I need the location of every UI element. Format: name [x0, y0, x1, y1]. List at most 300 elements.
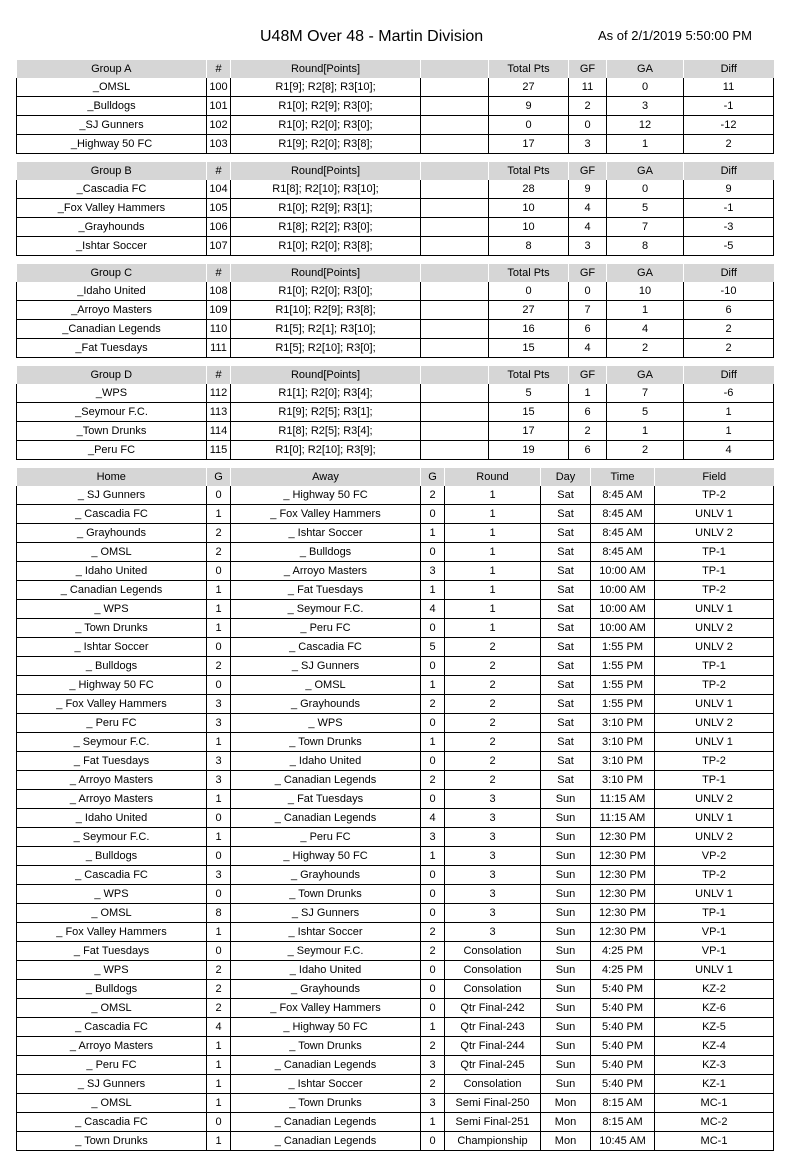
cell-home: _ Canadian Legends [17, 581, 207, 600]
cell-time: 11:15 AM [591, 790, 655, 809]
cell-num: 111 [207, 339, 231, 358]
cell-rounds: R1[9]; R2[8]; R3[10]; [231, 78, 421, 97]
cell-blank [421, 135, 489, 154]
cell-round: 2 [445, 638, 541, 657]
cell-home: _ Cascadia FC [17, 505, 207, 524]
cell-blank [421, 199, 489, 218]
cell-time: 10:00 AM [591, 600, 655, 619]
column-header-rounds: Round[Points] [231, 60, 421, 78]
game-row [17, 600, 774, 619]
cell-field: TP-1 [655, 543, 774, 562]
cell-total: 17 [489, 422, 569, 441]
cell-home: _ Highway 50 FC [17, 676, 207, 695]
cell-round: 2 [445, 676, 541, 695]
cell-ga: 3 [607, 97, 684, 116]
cell-time: 10:00 AM [591, 619, 655, 638]
cell-away: _ WPS [231, 714, 421, 733]
standings-row [17, 218, 774, 237]
game-row [17, 695, 774, 714]
cell-gf: 6 [569, 403, 607, 422]
cell-team: _Seymour F.C. [17, 403, 207, 422]
column-header-blank [421, 264, 489, 282]
cell-away: _ Fox Valley Hammers [231, 999, 421, 1018]
cell-field: MC-1 [655, 1132, 774, 1151]
cell-blank [421, 320, 489, 339]
standings-row [17, 320, 774, 339]
cell-total: 8 [489, 237, 569, 256]
column-header-gf: GF [569, 366, 607, 384]
cell-ag: 1 [421, 676, 445, 695]
cell-day: Sat [541, 657, 591, 676]
cell-rounds: R1[5]; R2[10]; R3[0]; [231, 339, 421, 358]
cell-hg: 2 [207, 980, 231, 999]
cell-round: Qtr Final-242 [445, 999, 541, 1018]
cell-home: _ Fox Valley Hammers [17, 695, 207, 714]
standings-row [17, 441, 774, 460]
cell-time: 5:40 PM [591, 1037, 655, 1056]
cell-team: _OMSL [17, 78, 207, 97]
cell-ag: 1 [421, 1113, 445, 1132]
column-header-num: # [207, 366, 231, 384]
cell-hg: 3 [207, 771, 231, 790]
cell-rounds: R1[8]; R2[5]; R3[4]; [231, 422, 421, 441]
cell-ag: 0 [421, 714, 445, 733]
game-row [17, 961, 774, 980]
column-header-away: Away [231, 468, 421, 486]
cell-hg: 0 [207, 486, 231, 505]
cell-home: _ Fat Tuesdays [17, 752, 207, 771]
column-header-home: Home [17, 468, 207, 486]
cell-total: 0 [489, 282, 569, 301]
cell-team: _Ishtar Soccer [17, 237, 207, 256]
cell-hg: 1 [207, 1075, 231, 1094]
cell-hg: 1 [207, 1094, 231, 1113]
cell-round: 2 [445, 714, 541, 733]
cell-away: _ SJ Gunners [231, 904, 421, 923]
cell-hg: 0 [207, 638, 231, 657]
cell-day: Sat [541, 771, 591, 790]
cell-total: 9 [489, 97, 569, 116]
cell-diff: 2 [684, 339, 774, 358]
cell-num: 115 [207, 441, 231, 460]
page-title: U48M Over 48 - Martin Division [260, 28, 484, 45]
cell-home: _ Town Drunks [17, 1132, 207, 1151]
cell-ga: 7 [607, 384, 684, 403]
cell-diff: 6 [684, 301, 774, 320]
cell-round: 1 [445, 543, 541, 562]
cell-rounds: R1[0]; R2[10]; R3[9]; [231, 441, 421, 460]
column-header-ga: GA [607, 60, 684, 78]
cell-hg: 2 [207, 657, 231, 676]
group-name: Group B [17, 162, 207, 180]
cell-field: KZ-6 [655, 999, 774, 1018]
cell-field: MC-1 [655, 1094, 774, 1113]
cell-team: _Arroyo Masters [17, 301, 207, 320]
cell-day: Sat [541, 562, 591, 581]
cell-team: _SJ Gunners [17, 116, 207, 135]
cell-day: Sat [541, 486, 591, 505]
cell-ga: 2 [607, 441, 684, 460]
cell-diff: -12 [684, 116, 774, 135]
game-row [17, 999, 774, 1018]
cell-blank [421, 218, 489, 237]
cell-field: TP-2 [655, 866, 774, 885]
game-row [17, 771, 774, 790]
standings-row [17, 199, 774, 218]
cell-rounds: R1[5]; R2[1]; R3[10]; [231, 320, 421, 339]
cell-home: _ Fat Tuesdays [17, 942, 207, 961]
cell-day: Sun [541, 809, 591, 828]
group-name: Group D [17, 366, 207, 384]
game-row [17, 1094, 774, 1113]
group-header-row [17, 60, 774, 78]
column-header-num: # [207, 60, 231, 78]
game-row [17, 809, 774, 828]
cell-away: _ Canadian Legends [231, 1113, 421, 1132]
cell-ag: 1 [421, 847, 445, 866]
cell-away: _ Highway 50 FC [231, 486, 421, 505]
cell-home: _ WPS [17, 961, 207, 980]
cell-away: _ Fat Tuesdays [231, 581, 421, 600]
cell-hg: 1 [207, 505, 231, 524]
cell-total: 0 [489, 116, 569, 135]
cell-ag: 3 [421, 828, 445, 847]
cell-away: _ Town Drunks [231, 1037, 421, 1056]
cell-day: Sat [541, 695, 591, 714]
cell-hg: 0 [207, 885, 231, 904]
column-header-field: Field [655, 468, 774, 486]
cell-hg: 1 [207, 923, 231, 942]
cell-day: Sun [541, 980, 591, 999]
cell-diff: 9 [684, 180, 774, 199]
cell-rounds: R1[0]; R2[9]; R3[1]; [231, 199, 421, 218]
cell-round: 1 [445, 505, 541, 524]
cell-round: Championship [445, 1132, 541, 1151]
cell-time: 1:55 PM [591, 657, 655, 676]
column-header-num: # [207, 264, 231, 282]
cell-ga: 12 [607, 116, 684, 135]
cell-blank [421, 237, 489, 256]
cell-home: _ Idaho United [17, 562, 207, 581]
cell-day: Mon [541, 1113, 591, 1132]
cell-team: _Fox Valley Hammers [17, 199, 207, 218]
cell-home: _ Bulldogs [17, 847, 207, 866]
cell-home: _ WPS [17, 600, 207, 619]
cell-round: 2 [445, 752, 541, 771]
cell-time: 3:10 PM [591, 771, 655, 790]
group-header-row [17, 366, 774, 384]
standings-row [17, 301, 774, 320]
game-row [17, 619, 774, 638]
cell-ag: 0 [421, 980, 445, 999]
cell-gf: 2 [569, 422, 607, 441]
game-row [17, 1132, 774, 1151]
cell-away: _ Highway 50 FC [231, 847, 421, 866]
cell-rounds: R1[1]; R2[0]; R3[4]; [231, 384, 421, 403]
cell-num: 105 [207, 199, 231, 218]
cell-hg: 1 [207, 581, 231, 600]
cell-day: Sun [541, 847, 591, 866]
cell-round: Qtr Final-245 [445, 1056, 541, 1075]
cell-team: _Fat Tuesdays [17, 339, 207, 358]
cell-hg: 2 [207, 524, 231, 543]
cell-gf: 4 [569, 218, 607, 237]
cell-gf: 7 [569, 301, 607, 320]
cell-home: _ Cascadia FC [17, 1018, 207, 1037]
cell-ag: 1 [421, 1018, 445, 1037]
cell-hg: 1 [207, 600, 231, 619]
cell-day: Sun [541, 790, 591, 809]
cell-round: 2 [445, 657, 541, 676]
cell-gf: 6 [569, 441, 607, 460]
cell-time: 5:40 PM [591, 980, 655, 999]
cell-home: _ WPS [17, 885, 207, 904]
cell-ag: 2 [421, 942, 445, 961]
cell-diff: -1 [684, 199, 774, 218]
standings-row [17, 339, 774, 358]
cell-away: _ Idaho United [231, 752, 421, 771]
cell-num: 100 [207, 78, 231, 97]
cell-time: 8:45 AM [591, 505, 655, 524]
cell-hg: 1 [207, 828, 231, 847]
group-table [16, 162, 774, 256]
cell-field: TP-1 [655, 562, 774, 581]
cell-time: 12:30 PM [591, 923, 655, 942]
cell-hg: 1 [207, 619, 231, 638]
cell-round: 2 [445, 771, 541, 790]
cell-round: 1 [445, 581, 541, 600]
cell-ag: 0 [421, 961, 445, 980]
cell-hg: 4 [207, 1018, 231, 1037]
column-header-ga: GA [607, 366, 684, 384]
cell-ag: 3 [421, 1094, 445, 1113]
column-header-total: Total Pts [489, 60, 569, 78]
cell-blank [421, 403, 489, 422]
cell-hg: 1 [207, 1132, 231, 1151]
standings-row [17, 180, 774, 199]
cell-gf: 6 [569, 320, 607, 339]
cell-round: 1 [445, 619, 541, 638]
cell-ga: 0 [607, 180, 684, 199]
cell-ag: 0 [421, 904, 445, 923]
game-row [17, 562, 774, 581]
game-row [17, 885, 774, 904]
as-of-timestamp: As of 2/1/2019 5:50:00 PM [598, 28, 752, 43]
column-header-round: Round [445, 468, 541, 486]
cell-ag: 2 [421, 1075, 445, 1094]
cell-away: _ Grayhounds [231, 980, 421, 999]
cell-away: _ Town Drunks [231, 885, 421, 904]
cell-day: Sat [541, 752, 591, 771]
cell-hg: 8 [207, 904, 231, 923]
column-header-time: Time [591, 468, 655, 486]
game-row [17, 790, 774, 809]
cell-time: 11:15 AM [591, 809, 655, 828]
cell-rounds: R1[10]; R2[9]; R3[8]; [231, 301, 421, 320]
cell-time: 8:45 AM [591, 486, 655, 505]
cell-rounds: R1[0]; R2[0]; R3[8]; [231, 237, 421, 256]
column-header-num: # [207, 162, 231, 180]
cell-hg: 3 [207, 714, 231, 733]
cell-away: _ Canadian Legends [231, 809, 421, 828]
group-name: Group C [17, 264, 207, 282]
cell-ga: 5 [607, 199, 684, 218]
cell-num: 114 [207, 422, 231, 441]
cell-ag: 4 [421, 600, 445, 619]
cell-field: UNLV 1 [655, 961, 774, 980]
cell-hg: 3 [207, 695, 231, 714]
standings-row [17, 384, 774, 403]
cell-away: _ Arroyo Masters [231, 562, 421, 581]
cell-field: KZ-4 [655, 1037, 774, 1056]
cell-gf: 2 [569, 97, 607, 116]
cell-away: _ Canadian Legends [231, 1056, 421, 1075]
group-table [16, 264, 774, 358]
cell-hg: 0 [207, 562, 231, 581]
cell-blank [421, 97, 489, 116]
game-row [17, 847, 774, 866]
cell-day: Sun [541, 1056, 591, 1075]
column-header-diff: Diff [684, 60, 774, 78]
standings-row [17, 116, 774, 135]
column-header-total: Total Pts [489, 366, 569, 384]
cell-diff: 2 [684, 135, 774, 154]
cell-round: Consolation [445, 942, 541, 961]
cell-num: 109 [207, 301, 231, 320]
cell-home: _ Idaho United [17, 809, 207, 828]
standings-row [17, 237, 774, 256]
game-row [17, 866, 774, 885]
cell-ag: 2 [421, 923, 445, 942]
cell-home: _ Seymour F.C. [17, 828, 207, 847]
cell-diff: 4 [684, 441, 774, 460]
cell-round: 3 [445, 923, 541, 942]
standings-row [17, 135, 774, 154]
standings-row [17, 282, 774, 301]
cell-gf: 4 [569, 339, 607, 358]
cell-hg: 0 [207, 942, 231, 961]
cell-team: _Grayhounds [17, 218, 207, 237]
cell-hg: 0 [207, 847, 231, 866]
group-header-row [17, 162, 774, 180]
cell-gf: 4 [569, 199, 607, 218]
cell-ag: 3 [421, 562, 445, 581]
cell-time: 10:00 AM [591, 562, 655, 581]
cell-field: VP-1 [655, 923, 774, 942]
cell-team: _Canadian Legends [17, 320, 207, 339]
cell-ga: 7 [607, 218, 684, 237]
cell-diff: 2 [684, 320, 774, 339]
cell-ag: 0 [421, 619, 445, 638]
cell-num: 108 [207, 282, 231, 301]
cell-ag: 0 [421, 657, 445, 676]
cell-round: Semi Final-250 [445, 1094, 541, 1113]
cell-day: Sun [541, 866, 591, 885]
cell-blank [421, 78, 489, 97]
cell-ag: 0 [421, 885, 445, 904]
cell-field: UNLV 1 [655, 733, 774, 752]
cell-diff: -3 [684, 218, 774, 237]
game-row [17, 904, 774, 923]
column-header-diff: Diff [684, 264, 774, 282]
group-name: Group A [17, 60, 207, 78]
game-row [17, 752, 774, 771]
cell-time: 12:30 PM [591, 885, 655, 904]
cell-day: Sat [541, 600, 591, 619]
cell-field: KZ-1 [655, 1075, 774, 1094]
column-header-blank [421, 366, 489, 384]
cell-away: _ Town Drunks [231, 733, 421, 752]
cell-home: _ Arroyo Masters [17, 1037, 207, 1056]
cell-away: _ Canadian Legends [231, 1132, 421, 1151]
cell-time: 8:45 AM [591, 543, 655, 562]
cell-blank [421, 422, 489, 441]
cell-ga: 8 [607, 237, 684, 256]
cell-ag: 0 [421, 1132, 445, 1151]
cell-day: Sun [541, 828, 591, 847]
cell-field: TP-1 [655, 657, 774, 676]
cell-gf: 3 [569, 135, 607, 154]
cell-round: 3 [445, 809, 541, 828]
cell-blank [421, 282, 489, 301]
cell-ag: 2 [421, 771, 445, 790]
cell-hg: 0 [207, 676, 231, 695]
group-header-row [17, 264, 774, 282]
cell-team: _Bulldogs [17, 97, 207, 116]
cell-home: _ Peru FC [17, 714, 207, 733]
cell-away: _ Cascadia FC [231, 638, 421, 657]
cell-field: UNLV 1 [655, 809, 774, 828]
cell-diff: -5 [684, 237, 774, 256]
cell-home: _ Arroyo Masters [17, 771, 207, 790]
cell-round: 1 [445, 524, 541, 543]
cell-total: 16 [489, 320, 569, 339]
cell-hg: 1 [207, 1037, 231, 1056]
cell-round: Consolation [445, 1075, 541, 1094]
standings-row [17, 422, 774, 441]
cell-field: UNLV 1 [655, 505, 774, 524]
cell-hg: 1 [207, 1056, 231, 1075]
cell-time: 3:10 PM [591, 714, 655, 733]
column-header-gf: GF [569, 60, 607, 78]
cell-num: 101 [207, 97, 231, 116]
cell-team: _Highway 50 FC [17, 135, 207, 154]
column-header-ga: GA [607, 264, 684, 282]
cell-blank [421, 339, 489, 358]
cell-blank [421, 180, 489, 199]
cell-total: 27 [489, 78, 569, 97]
cell-home: _ Seymour F.C. [17, 733, 207, 752]
cell-total: 17 [489, 135, 569, 154]
column-header-rounds: Round[Points] [231, 162, 421, 180]
game-row [17, 1037, 774, 1056]
cell-field: TP-1 [655, 771, 774, 790]
cell-field: KZ-5 [655, 1018, 774, 1037]
cell-round: Consolation [445, 980, 541, 999]
cell-day: Mon [541, 1094, 591, 1113]
cell-day: Sun [541, 942, 591, 961]
game-row [17, 1113, 774, 1132]
cell-home: _ OMSL [17, 904, 207, 923]
game-row [17, 543, 774, 562]
cell-away: _ Peru FC [231, 828, 421, 847]
cell-day: Sun [541, 904, 591, 923]
game-row [17, 638, 774, 657]
cell-time: 5:40 PM [591, 1075, 655, 1094]
cell-num: 112 [207, 384, 231, 403]
cell-time: 12:30 PM [591, 847, 655, 866]
cell-field: TP-2 [655, 676, 774, 695]
